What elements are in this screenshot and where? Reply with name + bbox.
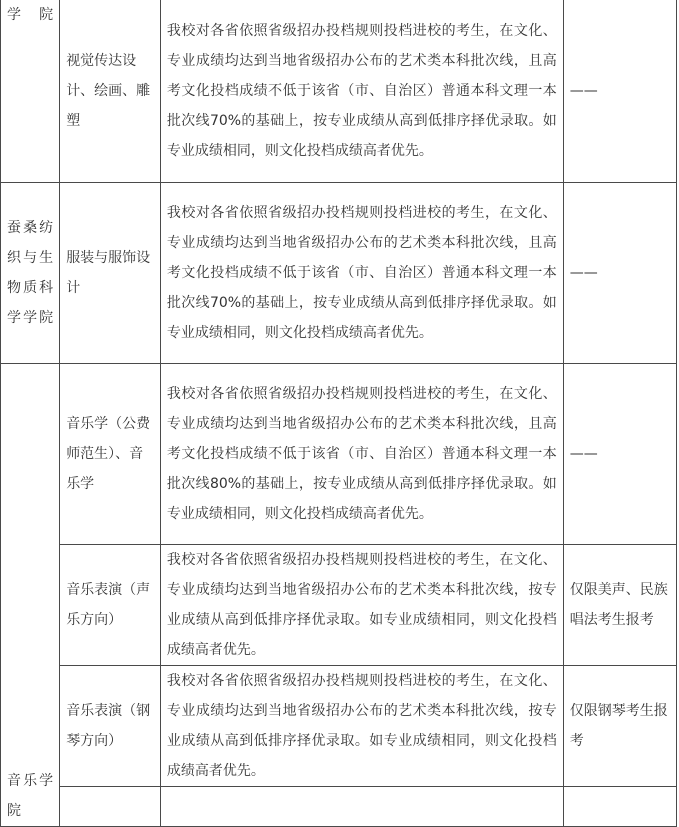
note-cell: ——: [563, 0, 676, 183]
major-cell: 音乐学（公费师范生）、音乐学: [60, 364, 161, 545]
major-cell: 音乐表演（声乐方向）: [60, 545, 161, 666]
major-cell: 视觉传达设计、绘画、雕塑: [60, 0, 161, 183]
college-cell: 学院: [1, 0, 60, 183]
major-cell: 音乐表演（钢琴方向）: [60, 666, 161, 787]
table-row: [1, 364, 677, 545]
table-row: [1, 183, 677, 364]
rule-cell: 我校对各省依照省级招办投档规则投档进校的考生，在文化、专业成绩均达到当地省级招办公布的艺术类本科批次线，且高考文化投档成绩不低于该省（市、自治区）普通本科文理一本批次线70%的基础上，按专业成绩从高到低排序择优录取。如专业成绩相同，则文化投档成绩高者优先。: [160, 0, 563, 183]
note-cell: ——: [563, 183, 676, 364]
rule-cell: 我校对各省依照省级招办投档规则投档进校的考生，在文化、专业成绩均达到当地省级招办公布的艺术类本科批次线，且高考文化投档成绩不低于该省（市、自治区）普通本科文理一本批次线70%的基础上，按专业成绩从高到低排序择优录取。如专业成绩相同，则文化投档成绩高者优先。: [160, 183, 563, 364]
table-row: [1, 545, 677, 666]
table-row: [1, 666, 677, 787]
major-cell: 服装与服饰设计: [60, 183, 161, 364]
college-cell: 音乐学院: [1, 364, 60, 827]
note-cell: [563, 787, 676, 827]
note-cell: ——: [563, 364, 676, 545]
major-cell: [60, 787, 161, 827]
note-cell: 仅限钢琴考生报考: [563, 666, 676, 787]
table-row: [1, 0, 677, 183]
rule-cell: 我校对各省依照省级招办投档规则投档进校的考生，在文化、专业成绩均达到当地省级招办公布的艺术类本科批次线，按专业成绩从高到低排序择优录取。如专业成绩相同，则文化投档成绩高者优先。: [160, 666, 563, 787]
table-row: [1, 787, 677, 827]
college-cell: 蚕桑纺织与生物质科学学院: [1, 183, 60, 364]
rule-cell: [160, 787, 563, 827]
note-cell: 仅限美声、民族唱法考生报考: [563, 545, 676, 666]
rule-cell: 我校对各省依照省级招办投档规则投档进校的考生，在文化、专业成绩均达到当地省级招办公布的艺术类本科批次线，按专业成绩从高到低排序择优录取。如专业成绩相同，则文化投档成绩高者优先。: [160, 545, 563, 666]
rule-cell: 我校对各省依照省级招办投档规则投档进校的考生，在文化、专业成绩均达到当地省级招办公布的艺术类本科批次线，且高考文化投档成绩不低于该省（市、自治区）普通本科文理一本批次线80%的基础上，按专业成绩从高到低排序择优录取。如专业成绩相同，则文化投档成绩高者优先。: [160, 364, 563, 545]
